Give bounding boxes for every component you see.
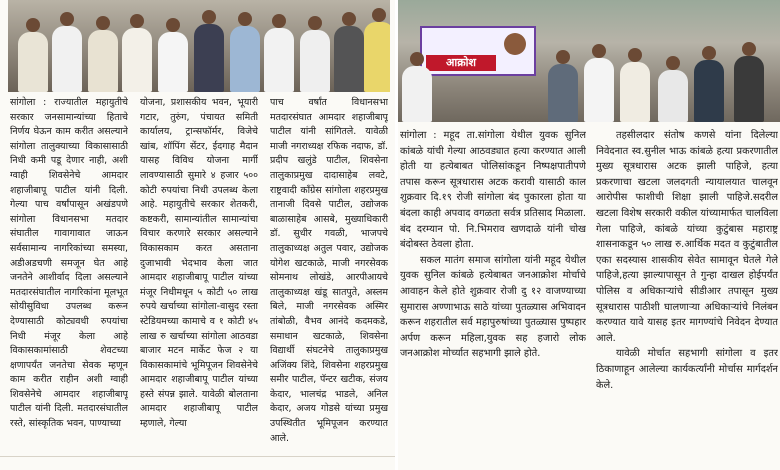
left-photo-bhoomipujan-crowd [8,0,390,92]
left-clipping-divider [0,456,395,457]
right-article-column-1 [400,128,586,468]
right-photo-morcha-crowd [398,0,780,122]
left-article-col3-text: पाच वर्षांत विधानसभा मतदारसंघात आमदार शहाजीबापू पाटील यांनी सांगितले. यावेळी माजी नगराध्यक्ष रफिक नदाफ, डॉ. प्रदीप खलुंडे पाटील, शिवसेना तालुकाप्रमुख दादासाहेब लवटे, राष्ट्रवादी काँग्रेस सांगोला शहरप्रमुख तानाजी दिवसे पाटील, उद्योजक बाळासाहेब आसबे, मुख्याधिकारी डॉ. सुधीर गवळी, भाजपचे तालुकाध्यक्ष अतुल पवार, उद्योजक योगेश खटकाळे, माजी नगरसेवक सोमनाथ लोखंडे, आरपीआयचे तालुकाध्यक्ष खंडू सातपुते, अस्लम बिले, माजी नगरसेवक अस्मिर तांबोळी, वैभव आनंदे कदमकडे, समाधान खटकाळे, शिवसेना विद्यार्थी संघटनेचे तालुकाप्रमुख अजिंक्य शिंदे, शिवसेना शहरप्रमुख समीर पाटील, पॅन्टर खटीक, संजय केदार, भालचंद्र भाडले, अनिल केदार, अजय गोडसे यांच्या प्रमुख उपस्थितीत भूमिपूजन करण्यात आले. [270,97,388,444]
right-article-col1-para1: सांगोला : महूद ता.सांगोला येथील युवक सुनिल कांबळे यांची गेल्या आठवड्यात हत्या करण्यात आली होती या हत्येबाबत पोलिसांकडून निष्पक्षपातीपणे तपास करून सूत्रधारास अटक करावी यासाठी काल शुक्रवार दि.१९ रोजी सांगोला बंद पुकारला होता या बंदला काही अपवाद वगळता सर्वत्र प्रतिसाद मिळाला. बंद दरम्यान पो. नि.भिमराव खणदाळे यांनी चोख बंदोबस्त ठेवला होता. [400,130,586,251]
banner-portrait [504,33,526,55]
right-article-col1-para2: सकल मातंग समाज सांगोला यांनी महूद येथील युवक सुनिल कांबळे हत्येबाबत जनआक्रोश मोर्चाचे आवाहन केले होते शुक्रवार रोजी दु १२ वाजण्याच्या सुमारास अण्णाभाऊ साठे यांच्या पुतळ्यास अभिवादन करून शहरातील सर्व महापुरुषांच्या पुतळ्यास पुष्पहार अर्पण करून महिला,युवक सह हजारो लोक जनआक्रोश मोर्च्यात सहभागी झाले होते. [400,254,586,360]
left-article-column-1 [10,96,128,466]
right-article-column-2 [596,128,778,468]
protest-banner [420,26,536,76]
left-article-col1-text: सांगोला : राज्यातील महायुतीचे सरकार जनसामान्यांच्या हिताचे निर्णय घेऊन काम करीत असल्याने सांगोला तालुक्याच्या विकासासाठी निधी कमी पडू देणार नाही, अशी ग्वाही शिवसेनेचे आमदार शहाजीबापू पाटील यांनी दिली. गेल्या पाच वर्षांपासून अखंडपणे सांगोला विधानसभा मतदार संघातील गावागावात जाऊन सर्वसामान्य नागरिकांच्या समस्या, अडीअडचणी समजून घेत आहे जनतेने आशीर्वाद दिला असल्याने मतदारसंघातील नागरिकांना मूलभूत सोयीसुविधा उपलब्ध करून देण्यासाठी कोट्यवधी रुपयांचा निधी मंजूर केला आहे विकासकामांसाठी शेवटच्या क्षणापर्यंत जनतेचा सेवक म्हणून काम करीत राहीन अशी ग्वाही शिवसेनेचे आमदार शहाजीबापू पाटील यांनी दिली. मतदारसंघातील रस्ते, सांस्कृतिक भवन, पाण्याच्या [10,97,128,430]
right-article-col2-para2: यावेळी मोर्चात सहभागी सांगोला व इतर ठिकाणाहून आलेल्या कार्यकर्त्यांनी मोर्चास मार्गदर्शन केले. [596,348,778,391]
right-article-col2-para1: तहसीलदार संतोष कणसे यांना दिलेल्या निवेदनात स्व.सुनील भाऊ कांबळे हत्या प्रकरणातील मुख्य सूत्रधारास अटक झाली पाहिजे, हत्या प्रकरणाचा खटला जलदगती न्यायालयात चालवून आरोपीस फाशीची शिक्षा झाली पाहिजे.सदरील खटला विशेष सरकारी वकील यांच्यामार्फत चालविला गेला पाहिजे, कांबळे यांच्या कुटुंबास महाराष्ट्र शासनाकडून ५० लाख रु.आर्थिक मदत व कुटुंबातील एका सदस्यास शासकीय सेवेत सामावून घेतले गेले पाहिजे,हत्या झाल्यापासून ते गुन्हा दाखल होईपर्यंत पोलिस व अधिकाऱ्यांचे सीडीआर तपासून मुख्य सूत्रधारास पाठीशी घालणाऱ्या अधिकाऱ्यांचे निलंबन करण्यात यावे यासह इतर मागण्यांचे निवेदन देण्यात आले. [596,130,778,344]
left-article-column-3 [270,96,388,466]
left-article-column-2 [140,96,258,466]
banner-text: आक्रोश [426,55,496,71]
left-article-col2-text: योजना, प्रशासकीय भवन, भूयारी गटार, तुरुंग, पंचायत समिती कार्यालय, ट्रान्सफॉर्मर, विजेचे खांब, शॉपिंग सेंटर, ईदगाह मैदान यासह विविध योजना मार्गी लावण्यासाठी सुमारे ४ हजार ५०० कोटी रुपयांचा निधी उपलब्ध केला आहे. महायुतीचे सरकार शेतकरी, कष्टकरी, सामान्यांतील सामान्यांचा विचार करणारे सरकार असल्याने विकासकाम करत असताना दुजाभावी भेदभाव केला जात आमदार शहाजीबापू पाटील यांच्या मंजूर निधीमधून ५ कोटी ५० लाख रुपये खर्चाच्या सांगोला-वासुद रस्ता स्टेडियमच्या कामाचे व १ कोटी ४५ लाख रु खर्चाच्या सांगोला आठवडा बाजार मटन मार्केट फेज २ या विकासकामांचे भूमिपूजन शिवसेनेचे आमदार शहाजीबापू पाटील यांच्या हस्ते संपन्न झाले. यावेळी बोलताना आमदार शहाजीबापू पाटील म्हणाले, गेल्या [140,97,258,430]
right-news-clipping [398,0,780,470]
